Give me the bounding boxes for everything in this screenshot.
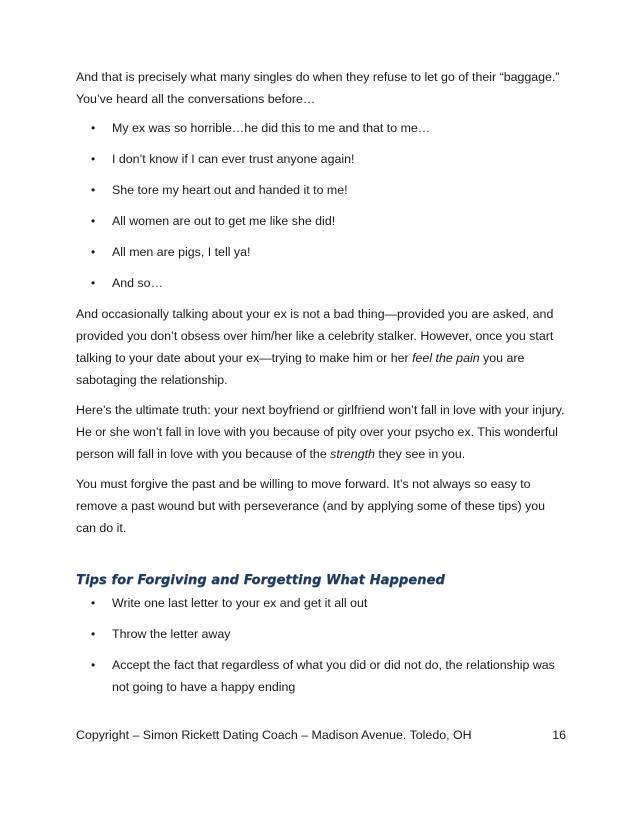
bullet-icon: • — [91, 183, 96, 197]
bullet-icon: • — [91, 276, 96, 290]
list-item — [76, 654, 566, 698]
list-item — [76, 117, 566, 139]
list-item — [76, 592, 566, 614]
emphasis-text: feel the pain — [412, 351, 480, 365]
list-item — [76, 210, 566, 232]
footer-copyright: Copyright – Simon Rickett Dating Coach – Madison Avenue. Toledo, OH — [76, 728, 472, 742]
list-item-text: Accept the fact that regardless of what you did or did not do, the relationship was not going to have a happy ending — [112, 658, 555, 694]
list-item-text: My ex was so horrible…he did this to me and that to me… — [112, 121, 431, 135]
bullet-icon: • — [91, 121, 96, 135]
list-item-text: She tore my heart out and handed it to me! — [112, 183, 348, 197]
paragraph-text: Here’s the ultimate truth: your next boyfriend or girlfriend won’t fall in love with your injury. He or she won’t fall in love with you because of pity over your psycho ex. This wonderful person will fall in love with you because of the — [76, 403, 565, 461]
list-item-text: All women are out to get me like she did! — [112, 214, 336, 228]
bullet-icon: • — [91, 627, 96, 641]
list-item — [76, 272, 566, 294]
list-item-text: I don’t know if I can ever trust anyone again! — [112, 152, 355, 166]
section-heading: Tips for Forgiving and Forgetting What Happened — [76, 573, 445, 588]
intro-line-1: And that is precisely what many singles do when they refuse to let go of their “baggage.” — [76, 70, 560, 84]
page-footer — [76, 727, 566, 743]
document-page — [76, 66, 566, 707]
list-item — [76, 623, 566, 645]
bullet-icon: • — [91, 658, 96, 672]
paragraph-forgive: You must forgive the past and be willing to move forward. It’s not always so easy to remove a past wound but with perseverance (and by applying some of these tips) you can do it. — [76, 477, 546, 535]
complaints-list — [76, 117, 566, 294]
list-item-text: And so… — [112, 276, 163, 290]
intro-paragraph — [76, 66, 566, 110]
paragraph-text: they see in you. — [374, 447, 466, 461]
intro-line-2: You’ve heard all the conversations before… — [76, 92, 316, 106]
bullet-icon: • — [91, 245, 96, 259]
list-item — [76, 179, 566, 201]
list-item — [76, 148, 566, 170]
paragraph-text: And occasionally talking about your ex is not a bad thing—provided you are asked, and provided you don’t obsess over him/her like a celebrity stalker. However, once you start talking to your date about your ex—trying to make him or her — [76, 307, 554, 365]
bullet-icon: • — [91, 214, 96, 228]
tips-list — [76, 592, 566, 698]
bullet-icon: • — [91, 152, 96, 166]
emphasis-text: strength — [330, 447, 375, 461]
bullet-icon: • — [91, 596, 96, 610]
page-number: 16 — [552, 728, 566, 742]
list-item-text: All men are pigs, I tell ya! — [112, 245, 251, 259]
paragraph-ex-talk — [76, 303, 566, 391]
paragraph-ultimate-truth — [76, 399, 566, 465]
list-item-text: Write one last letter to your ex and get it all out — [112, 596, 368, 610]
list-item-text: Throw the letter away — [112, 627, 231, 641]
paragraph-text: you are sabotaging the relationship. — [76, 351, 525, 387]
list-item — [76, 241, 566, 263]
